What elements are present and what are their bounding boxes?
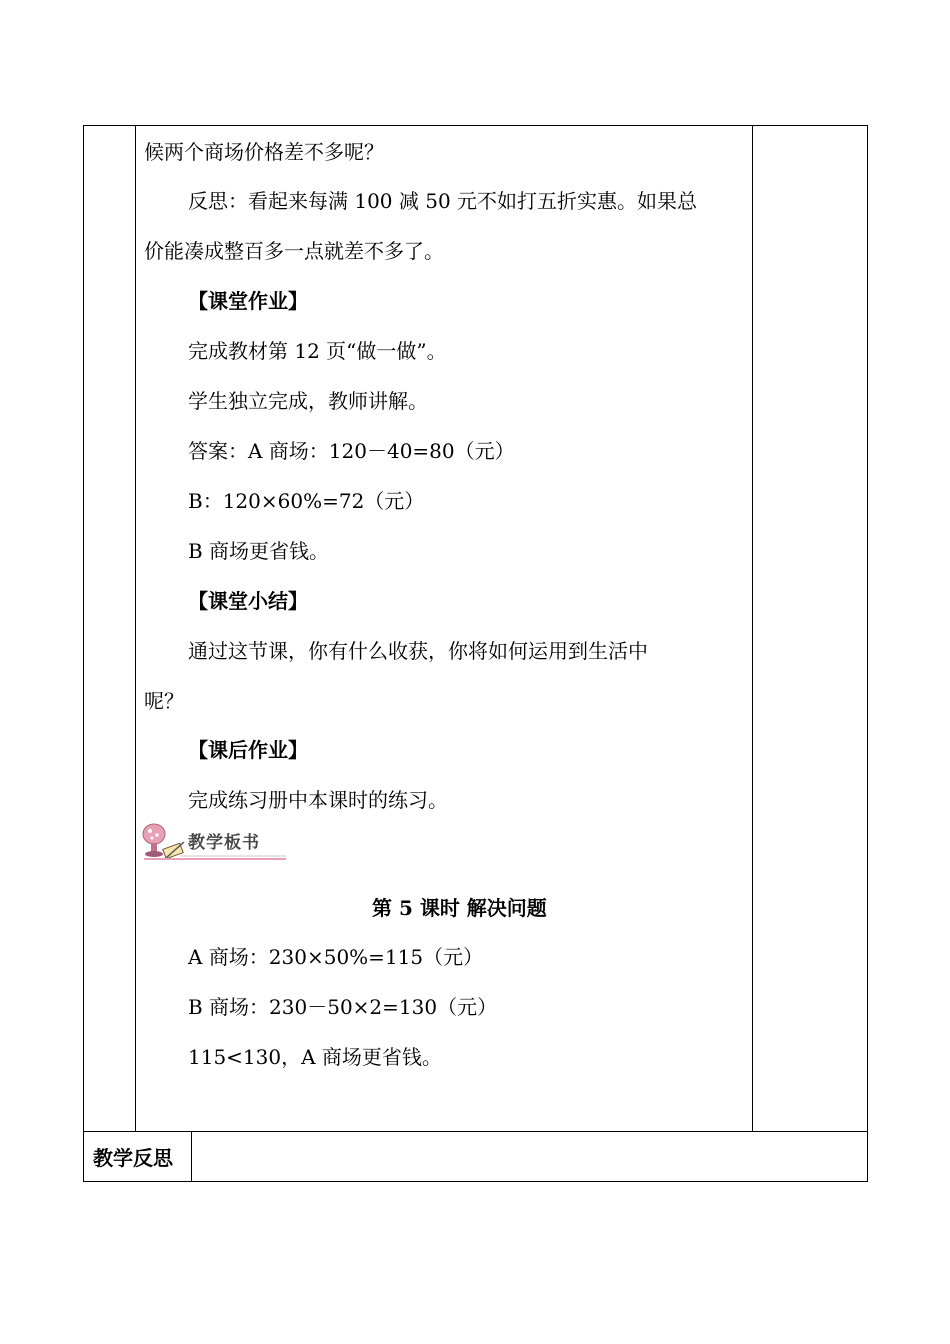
- board-line: B 商场：230－50×2=130（元）: [188, 995, 498, 1019]
- board-line: A 商场：230×50%=115（元）: [188, 945, 484, 969]
- table-top-border: [83, 125, 868, 126]
- table-col-divider-2: [752, 125, 753, 1131]
- table-col-divider-1: [135, 125, 136, 1131]
- text-line: 呢？: [144, 689, 184, 713]
- board-line: 115<130，A 商场更省钱。: [188, 1045, 442, 1069]
- reflection-label: 教学反思: [93, 1146, 173, 1170]
- text-line: 完成练习册中本课时的练习。: [188, 788, 448, 812]
- board-writing-logo: [140, 820, 290, 862]
- reflection-col-divider: [191, 1131, 192, 1181]
- text-line: 答案：A 商场：120－40=80（元）: [188, 439, 515, 463]
- text-line: B：120×60%=72（元）: [188, 489, 425, 513]
- text-line: 通过这节课，你有什么收获，你将如何运用到生活中: [188, 639, 648, 663]
- text-line: B 商场更省钱。: [188, 539, 330, 563]
- text-line: 学生独立完成，教师讲解。: [188, 389, 428, 413]
- text-line: 候两个商场价格差不多呢？: [144, 140, 384, 164]
- section-heading-summary: 【课堂小结】: [188, 589, 308, 613]
- board-writing-label: 教学板书: [188, 833, 260, 853]
- text-line: 价能凑成整百多一点就差不多了。: [144, 239, 444, 263]
- text-line: 完成教材第 12 页“做一做”。: [188, 339, 447, 363]
- board-title: 第 5 课时 解决问题: [372, 896, 547, 920]
- table-bottom-border: [83, 1181, 868, 1182]
- table-left-border: [83, 125, 84, 1182]
- section-heading-classwork: 【课堂作业】: [188, 289, 308, 313]
- section-heading-homework: 【课后作业】: [188, 738, 308, 762]
- table-right-border: [867, 125, 868, 1182]
- text-line: 反思：看起来每满 100 减 50 元不如打五折实惠。如果总: [188, 189, 698, 213]
- table-row-divider: [83, 1131, 868, 1132]
